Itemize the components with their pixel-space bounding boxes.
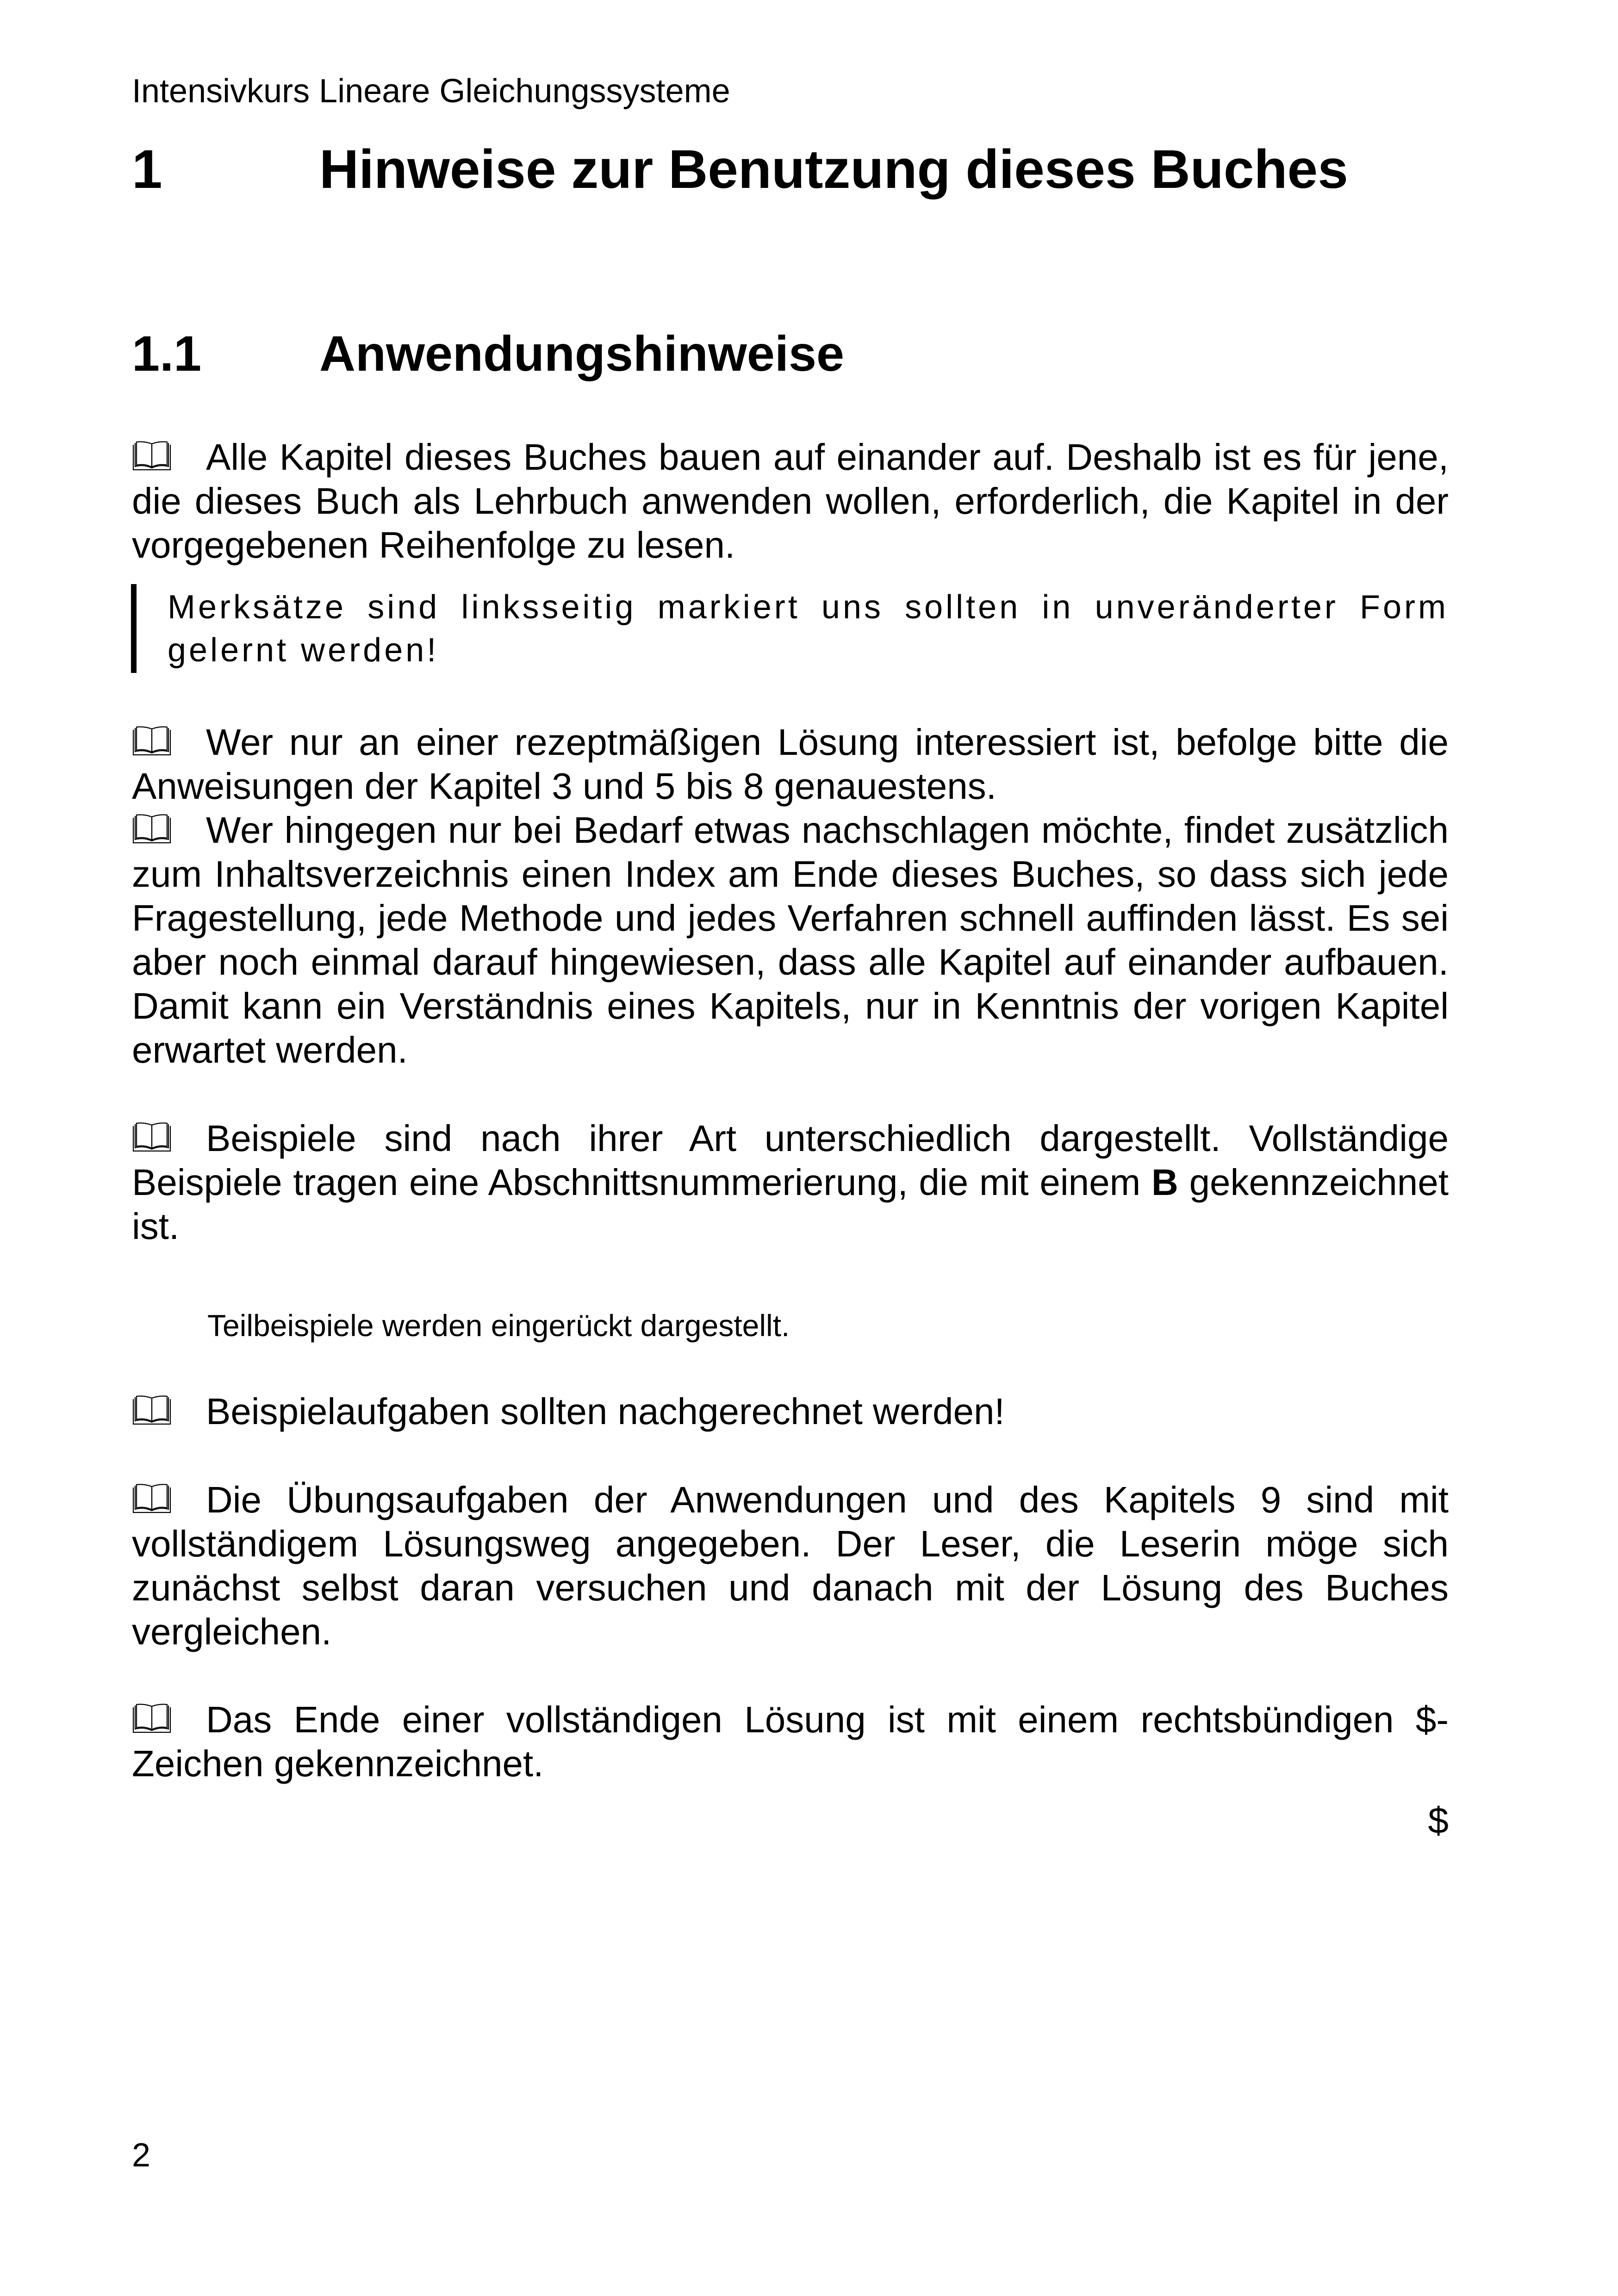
open-book-icon: [132, 726, 172, 756]
paragraph-text: Beispiele sind nach ihrer Art unterschiedlich dargestellt. Vollständige Beispiele tragen eine Abschnittsnummerierung, die mit einem: [132, 1118, 1449, 1203]
section-title: Anwendungshinweise: [319, 325, 845, 381]
merksatz-text: Merksätze sind linksseitig markiert uns sollten in unveränderter Form gelernt werden!: [168, 589, 1449, 669]
paragraph-text: gekennzeichnet ist.: [132, 1162, 1449, 1247]
open-book-icon: [132, 1395, 172, 1425]
paragraph-text: Wer hingegen nur bei Bedarf etwas nachschlagen möchte, findet zusätzlich zum Inhaltsverzeichnis einen Index am Ende dieses Buches, so dass sich jede Fragestellung, jede Methode und jedes Verfahren schnell auffinden lässt. Es sei aber noch einmal darauf hingewiesen, dass alle Kapitel auf einander aufbauen. Damit kann ein Verständnis eines Kapitels, nur in Kenntnis der vorigen Kapitel erwartet werden.: [132, 809, 1449, 1070]
chapter-number: 1: [132, 139, 162, 200]
open-book-icon: [132, 1704, 172, 1733]
paragraph-text: Beispielaufgaben sollten nachgerechnet werden!: [206, 1391, 1005, 1432]
paragraph-2: [132, 720, 1449, 808]
open-book-icon: [132, 1122, 172, 1152]
paragraph-text: Alle Kapitel dieses Buches bauen auf einander auf. Deshalb ist es für jene, die dieses Buch als Lehrbuch anwenden wollen, erforderlich, die Kapitel in der vorgegebenen Reihenfolge zu lesen.: [132, 436, 1449, 566]
chapter-title: Hinweise zur Benutzung dieses Buches: [319, 139, 1348, 200]
section-number: 1.1: [132, 325, 202, 381]
merksatz-block: [131, 584, 1449, 673]
open-book-icon: [132, 1484, 172, 1513]
paragraph-1: [132, 435, 1449, 567]
paragraph-text: Das Ende einer vollständigen Lösung ist mit einem rechtsbündigen $-Zeichen gekennzeichnet.: [132, 1699, 1449, 1784]
sub-example-text: Teilbeispiele werden eingerückt dargestellt.: [207, 1308, 790, 1343]
merksatz-marker-bar: [131, 584, 137, 673]
chapter-heading: [132, 137, 1449, 202]
paragraph-4: [132, 1116, 1449, 1248]
example-marker-b: B: [1151, 1162, 1178, 1203]
paragraph-6: [132, 1478, 1449, 1654]
paragraph-7: [132, 1698, 1449, 1786]
open-book-icon: [132, 441, 172, 471]
page-number: 2: [132, 2137, 151, 2174]
paragraph-5: [132, 1389, 1449, 1433]
paragraph-text: Wer nur an einer rezeptmäßigen Lösung interessiert ist, befolge bitte die Anweisungen der Kapitel 3 und 5 bis 8 genauestens.: [132, 722, 1449, 807]
running-header: Intensivkurs Lineare Gleichungssysteme: [132, 73, 730, 110]
solution-end-marker: $: [1428, 1800, 1449, 1841]
paragraph-3: [132, 808, 1449, 1072]
open-book-icon: [132, 814, 172, 844]
paragraph-text: Die Übungsaufgaben der Anwendungen und des Kapitels 9 sind mit vollständigem Lösungsweg angegeben. Der Leser, die Leserin möge sich zunächst selbst daran versuchen und danach mit der Lösung des Buches vergleichen.: [132, 1479, 1449, 1652]
section-heading: [132, 324, 1449, 383]
